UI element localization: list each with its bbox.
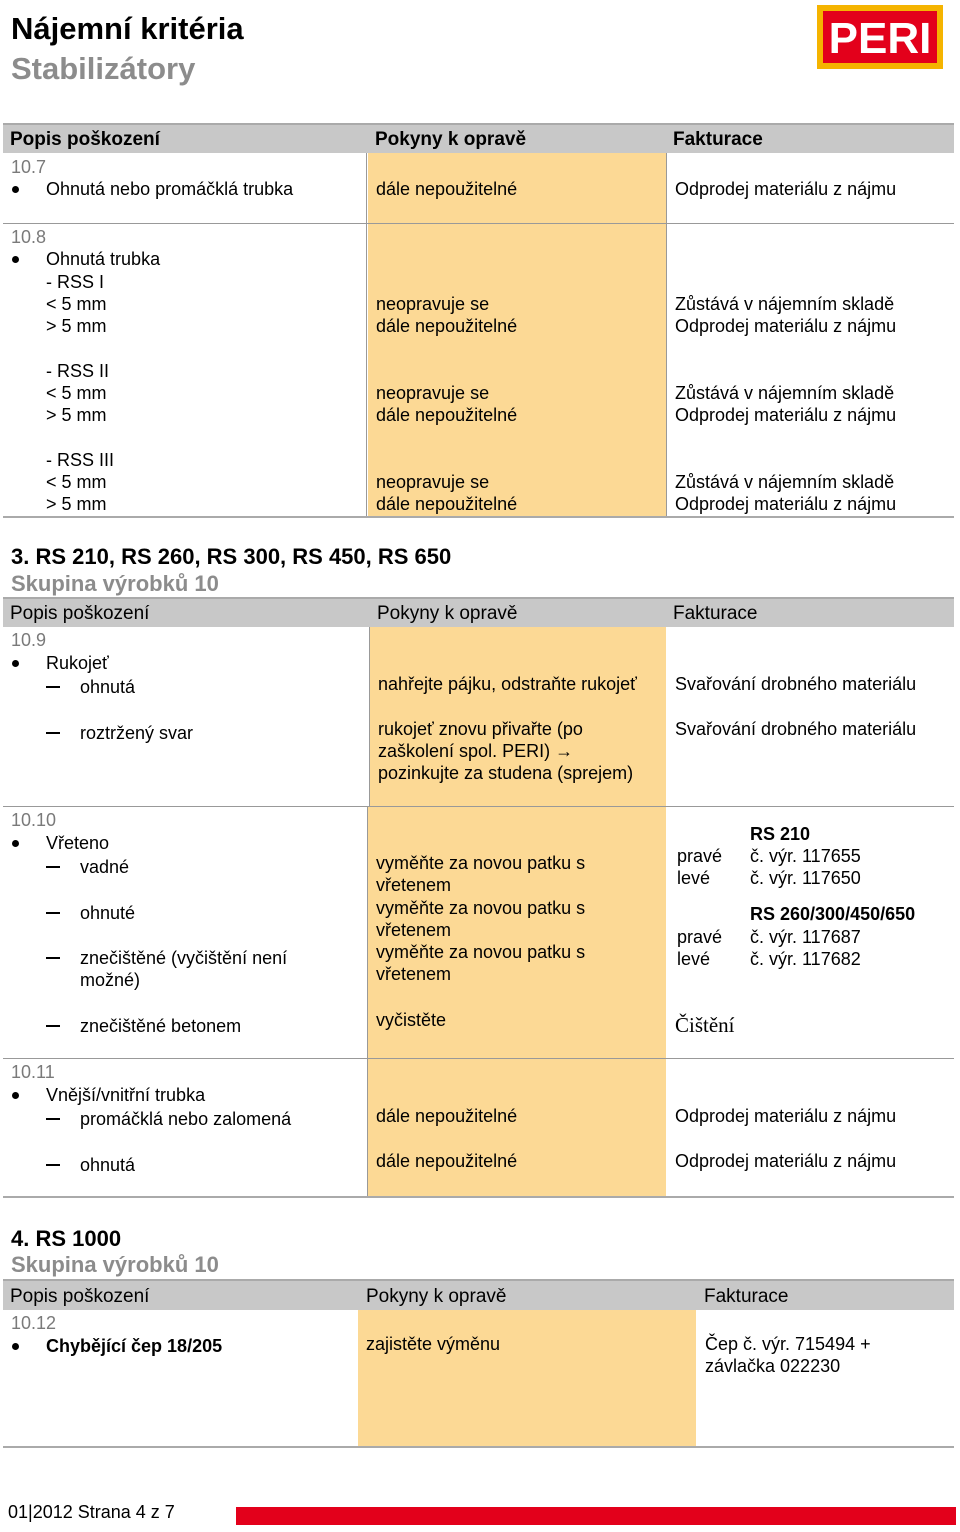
- peri-logo: [815, 3, 945, 71]
- item-label: Ohnutá nebo promáčklá trubka: [46, 179, 294, 199]
- bullet-icon: [12, 256, 19, 263]
- dash-icon: [46, 912, 60, 914]
- item-label: Vnější/vnitřní trubka: [46, 1085, 206, 1105]
- repair-text: vyměňte za novou patku s vřetenem: [376, 942, 586, 984]
- row-number: 10.8: [11, 227, 47, 247]
- sub-item: ohnuté: [80, 903, 136, 923]
- repair-text: neopravuje se: [376, 383, 490, 403]
- size-lt: < 5 mm: [46, 294, 107, 314]
- table1-header: [3, 123, 954, 153]
- bullet-icon: [12, 1092, 19, 1099]
- sub-item: ohnutá: [80, 677, 136, 697]
- item-label: Chybějící čep 18/205: [46, 1336, 223, 1356]
- repair-text: dále nepoužitelné: [376, 316, 518, 336]
- footer-page-info: 01|2012 Strana 4 z 7: [8, 1502, 175, 1522]
- rss-label: - RSS II: [46, 361, 110, 381]
- repair-text: dále nepoužitelné: [376, 494, 518, 514]
- bullet-icon: [12, 1343, 19, 1350]
- repair-text: dále nepoužitelné: [376, 179, 518, 199]
- rss-label: - RSS I: [46, 272, 105, 292]
- col-fakturace: Fakturace: [704, 1286, 789, 1307]
- row-number: 10.12: [11, 1313, 57, 1333]
- billing-text: Čištění: [675, 1013, 735, 1037]
- billing-text: Odprodej materiálu z nájmu: [675, 179, 897, 199]
- page-subtitle: Stabilizátory: [11, 51, 196, 86]
- side-label: pravé: [677, 846, 723, 866]
- size-lt: < 5 mm: [46, 383, 107, 403]
- repair-text: vyměňte za novou patku s vřetenem: [376, 853, 586, 895]
- billing-text: Zůstává v nájemním skladě: [675, 472, 895, 492]
- dash-icon: [46, 732, 60, 734]
- part-number: č. výr. 117650: [750, 868, 861, 888]
- billing-text: Odprodej materiálu z nájmu: [675, 494, 897, 514]
- page-title: Nájemní kritéria: [11, 11, 244, 46]
- row-number: 10.11: [11, 1062, 55, 1082]
- section-title: 4. RS 1000: [11, 1226, 122, 1251]
- item-label: Rukojeť: [46, 653, 109, 673]
- size-gt: > 5 mm: [46, 494, 107, 514]
- bullet-icon: [12, 660, 19, 667]
- billing-text: Čep č. výr. 715494 + závlačka 022230: [705, 1334, 871, 1376]
- repair-text: vyměňte za novou patku s vřetenem: [376, 898, 586, 940]
- size-gt: > 5 mm: [46, 405, 107, 425]
- sub-item: znečištěné betonem: [80, 1016, 242, 1036]
- repair-text: dále nepoužitelné: [376, 1151, 518, 1171]
- billing-text: Odprodej materiálu z nájmu: [675, 316, 897, 336]
- billing-text: Odprodej materiálu z nájmu: [675, 1106, 897, 1126]
- dash-icon: [46, 1118, 60, 1120]
- part-number: č. výr. 117655: [750, 846, 861, 866]
- sub-item: vadné: [80, 857, 130, 877]
- bullet-icon: [12, 840, 19, 847]
- col-fakturace: Fakturace: [673, 603, 758, 624]
- col-popis: Popis poškození: [10, 603, 150, 624]
- section-group: Skupina výrobků 10: [11, 1252, 219, 1277]
- repair-text: neopravuje se: [376, 294, 490, 314]
- table2-header: [3, 597, 954, 627]
- repair-text: rukojeť znovu přivařte (po zaškolení spol. PERI) → pozinkujte za studena (sprejem): [378, 719, 634, 783]
- part-number: č. výr. 117687: [750, 927, 861, 947]
- billing-text: Svařování drobného materiálu: [675, 674, 917, 694]
- sub-item: ohnutá: [80, 1155, 136, 1175]
- dash-icon: [46, 866, 60, 868]
- section-title: 3. RS 210, RS 260, RS 300, RS 450, RS 650: [11, 544, 452, 569]
- col-popis: Popis poškození: [10, 1286, 150, 1307]
- col-pokyny: Pokyny k opravě: [375, 129, 527, 150]
- model-label: RS 260/300/450/650: [750, 904, 916, 924]
- side-label: levé: [677, 868, 711, 888]
- svg-text:PERI: PERI: [828, 14, 932, 63]
- section-group: Skupina výrobků 10: [11, 571, 219, 596]
- billing-text: Odprodej materiálu z nájmu: [675, 1151, 897, 1171]
- repair-text: nahřejte pájku, odstraňte rukojeť: [378, 674, 637, 694]
- size-gt: > 5 mm: [46, 316, 107, 336]
- repair-text: neopravuje se: [376, 472, 490, 492]
- rss-label: - RSS III: [46, 450, 115, 470]
- row-highlight: [368, 1059, 666, 1197]
- repair-text: dále nepoužitelné: [376, 1106, 518, 1126]
- row-number: 10.10: [11, 810, 57, 830]
- side-label: pravé: [677, 927, 723, 947]
- col-fakturace: Fakturace: [673, 129, 763, 150]
- dash-icon: [46, 686, 60, 688]
- item-label: Vřeteno: [46, 833, 110, 853]
- repair-text: dále nepoužitelné: [376, 405, 518, 425]
- model-label: RS 210: [750, 824, 811, 844]
- sub-item: promáčklá nebo zalomená: [80, 1109, 292, 1129]
- col-pokyny: Pokyny k opravě: [366, 1286, 507, 1307]
- billing-text: Zůstává v nájemním skladě: [675, 294, 895, 314]
- repair-text: vyčistěte: [376, 1010, 447, 1030]
- sub-item: znečištěné (vyčištění není možné): [80, 948, 288, 990]
- part-number: č. výr. 117682: [750, 949, 861, 969]
- dash-icon: [46, 1025, 60, 1027]
- sub-item: roztržený svar: [80, 723, 194, 743]
- item-label: Ohnutá trubka: [46, 249, 161, 269]
- dash-icon: [46, 1164, 60, 1166]
- side-label: levé: [677, 949, 711, 969]
- billing-text: Odprodej materiálu z nájmu: [675, 405, 897, 425]
- dash-icon: [46, 957, 60, 959]
- col-pokyny: Pokyny k opravě: [377, 603, 518, 624]
- billing-text: Zůstává v nájemním skladě: [675, 383, 895, 403]
- size-lt: < 5 mm: [46, 472, 107, 492]
- billing-text: Svařování drobného materiálu: [675, 719, 917, 739]
- table3-highlight: [358, 1310, 696, 1447]
- bullet-icon: [12, 186, 19, 193]
- row-number: 10.9: [11, 630, 47, 650]
- table3-header: [3, 1279, 954, 1310]
- repair-text: zajistěte výměnu: [366, 1334, 501, 1354]
- footer-red-bar: [236, 1507, 956, 1525]
- row-number: 10.7: [11, 157, 47, 177]
- col-popis: Popis poškození: [10, 129, 160, 150]
